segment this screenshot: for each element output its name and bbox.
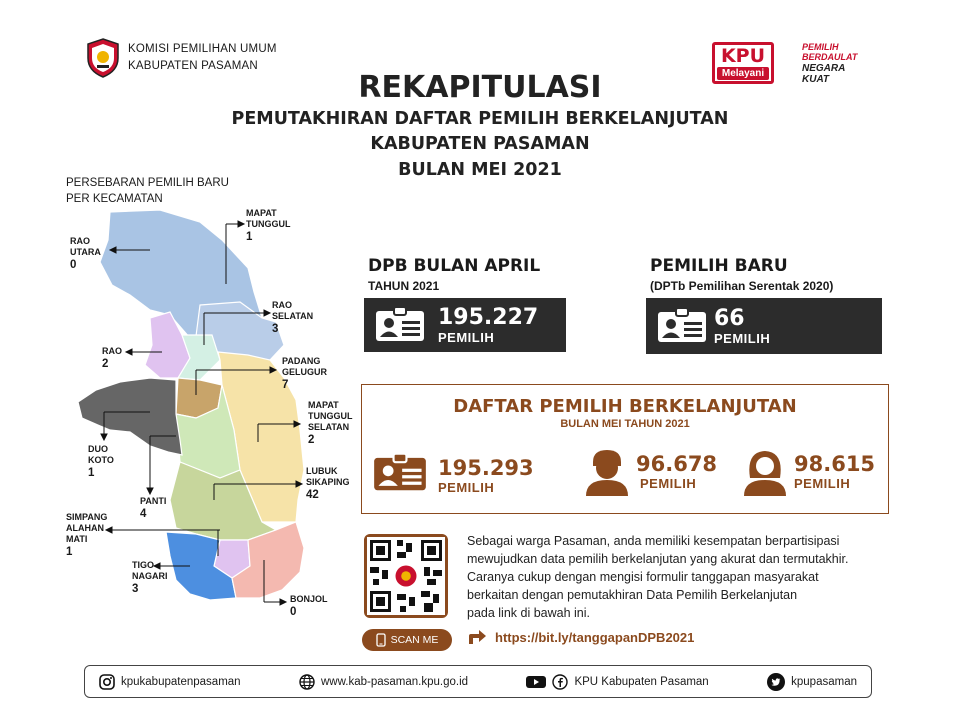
pemilih-baru-title: PEMILIH BARU xyxy=(650,256,788,276)
district-name: SIMPANG xyxy=(66,512,108,522)
map-caption-line1: PERSEBARAN PEMILIH BARU xyxy=(66,177,229,189)
org-region: KABUPATEN PASAMAN xyxy=(128,60,258,72)
district-name: NAGARI xyxy=(132,571,168,581)
male-voter-icon xyxy=(584,448,630,496)
dpb-mei-sub: BULAN MEI TAHUN 2021 xyxy=(560,418,690,430)
map-label-bonjol xyxy=(290,594,328,619)
district-name: SELATAN xyxy=(272,311,314,321)
kpu-logo-text: KPU xyxy=(720,45,766,67)
page-period: BULAN MEI 2021 xyxy=(398,160,562,180)
district-count: 0 xyxy=(70,259,77,271)
youtube-icon xyxy=(526,674,546,690)
map-label-mapat-tunggul-selatan xyxy=(308,400,360,447)
qr-code[interactable] xyxy=(364,534,448,618)
district-name: UTARA xyxy=(70,247,101,257)
pemilih-baru-sub: (DPTb Pemilihan Serentak 2020) xyxy=(650,279,834,293)
page-region: KABUPATEN PASAMAN xyxy=(370,134,590,154)
dpb-april-number: 195.227 xyxy=(438,304,539,330)
district-name: GELUGUR xyxy=(282,367,327,377)
dpb-april-box xyxy=(364,298,566,352)
pemilih-baru-box xyxy=(646,298,882,354)
participation-message xyxy=(467,532,927,622)
dpb-april-sub: TAHUN 2021 xyxy=(368,279,440,293)
district-count: 3 xyxy=(272,323,279,335)
id-card-icon xyxy=(372,452,428,494)
svg-text:PEMILIH: PEMILIH xyxy=(802,42,839,52)
feedback-link-url[interactable]: https://bit.ly/tanggapanDPB2021 xyxy=(495,629,695,645)
svg-text:BERDAULAT: BERDAULAT xyxy=(802,52,858,62)
message-line: Sebagai warga Pasaman, anda memiliki kesempatan berpartisipasi xyxy=(467,534,840,548)
district-name: LUBUK xyxy=(306,466,338,476)
district-name: ALAHAN MATI xyxy=(66,523,104,544)
message-line: pada link di bawah ini. xyxy=(467,606,590,620)
dpb-mei-male xyxy=(636,452,717,491)
instagram-icon xyxy=(99,674,115,690)
district-name: TIGO xyxy=(132,560,154,570)
map-label-padang-gelugur xyxy=(282,356,327,392)
message-line: mewujudkan data pemilih berkelanjutan yang akurat dan termutakhir. xyxy=(467,552,849,566)
district-name: MAPAT xyxy=(308,400,339,410)
dpb-mei-title: DAFTAR PEMILIH BERKELANJUTAN xyxy=(453,396,797,417)
map-label-simpang-alahan-mati xyxy=(66,512,106,559)
scan-me-button[interactable] xyxy=(362,629,452,651)
page-title: REKAPITULASI xyxy=(358,70,602,105)
dpb-mei-female xyxy=(794,452,875,491)
district-count: 4 xyxy=(140,508,147,520)
twitter-icon xyxy=(767,673,785,691)
district-count: 0 xyxy=(290,606,297,618)
district-count: 1 xyxy=(66,546,73,558)
id-card-icon xyxy=(374,307,426,343)
footer-instagram[interactable] xyxy=(99,674,241,690)
district-count: 3 xyxy=(132,583,139,595)
district-name: KOTO xyxy=(88,455,114,465)
dpb-mei-male-label: PEMILIH xyxy=(640,476,697,491)
phone-icon xyxy=(376,633,386,647)
map-label-panti xyxy=(140,496,166,521)
map-label-duo-koto xyxy=(88,444,114,480)
map-label-rao-selatan xyxy=(272,300,313,336)
footer-facebook[interactable] xyxy=(526,674,708,690)
district-name: BONJOL xyxy=(290,594,328,604)
facebook-page: KPU Kabupaten Pasaman xyxy=(574,675,709,688)
facebook-icon xyxy=(552,674,568,690)
social-footer xyxy=(84,665,872,698)
district-count: 1 xyxy=(88,467,95,479)
district-name: MAPAT xyxy=(246,208,277,218)
district-count: 2 xyxy=(102,358,109,370)
dpb-mei-total-number: 195.293 xyxy=(438,456,534,480)
district-name: TUNGGUL xyxy=(246,219,291,229)
district-name: DUO xyxy=(88,444,108,454)
dpb-april-title: DPB BULAN APRIL xyxy=(368,256,541,276)
id-card-icon xyxy=(656,308,708,344)
scan-me-label: SCAN ME xyxy=(390,634,439,646)
district-count: 7 xyxy=(282,379,289,391)
twitter-handle: kpupasaman xyxy=(791,675,857,688)
feedback-link[interactable] xyxy=(467,628,694,646)
globe-icon xyxy=(299,674,315,690)
org-name: KOMISI PEMILIHAN UMUM xyxy=(128,43,277,55)
footer-twitter[interactable] xyxy=(767,673,857,691)
pemilih-baru-number: 66 xyxy=(714,305,745,331)
district-name: RAO xyxy=(102,346,122,356)
dpb-mei-female-number: 98.615 xyxy=(794,452,876,476)
district-count: 2 xyxy=(308,434,315,446)
district-name: RAO xyxy=(70,236,90,246)
message-line: berkaitan dengan pemutakhiran Data Pemilih Berkelanjutan xyxy=(467,588,798,602)
message-line: Caranya cukup dengan mengisi formulir tanggapan masyarakat xyxy=(467,570,819,584)
district-name: TUNGGUL SELATAN xyxy=(308,411,353,432)
district-name: SIKAPING xyxy=(306,477,350,487)
page-subtitle: PEMUTAKHIRAN DAFTAR PEMILIH BERKELANJUTAN xyxy=(231,109,729,129)
district-name: PANTI xyxy=(140,496,167,506)
dpb-mei-female-label: PEMILIH xyxy=(794,476,851,491)
female-voter-icon xyxy=(742,448,788,496)
dpb-april-label: PEMILIH xyxy=(438,329,495,345)
district-name: PADANG xyxy=(282,356,321,366)
instagram-handle: kpukabupatenpasaman xyxy=(121,675,241,688)
district-count: 42 xyxy=(306,489,319,501)
share-arrow-icon xyxy=(467,628,487,646)
svg-text:KUAT: KUAT xyxy=(802,74,830,84)
map-label-tigo-nagari xyxy=(132,560,168,596)
dpb-mei-male-number: 96.678 xyxy=(636,452,718,476)
map-label-lubuk-sikaping xyxy=(306,466,350,502)
district-name: RAO xyxy=(272,300,292,310)
map-label-rao xyxy=(102,346,122,371)
svg-text:NEGARA: NEGARA xyxy=(802,63,846,74)
dpb-mei-total-label: PEMILIH xyxy=(438,480,495,495)
footer-website[interactable] xyxy=(299,674,468,690)
website-url: www.kab-pasaman.kpu.go.id xyxy=(321,675,469,688)
qr-code-icon xyxy=(367,537,445,615)
map-label-rao-utara xyxy=(70,236,101,272)
melayani-logo-text: Melayani xyxy=(717,67,769,80)
dpb-mei-total xyxy=(438,456,534,495)
district-count: 1 xyxy=(246,231,253,243)
pemilih-baru-label: PEMILIH xyxy=(714,330,771,346)
map-caption-line2: PER KECAMATAN xyxy=(66,193,163,205)
map-label-mapat-tunggul xyxy=(246,208,291,244)
